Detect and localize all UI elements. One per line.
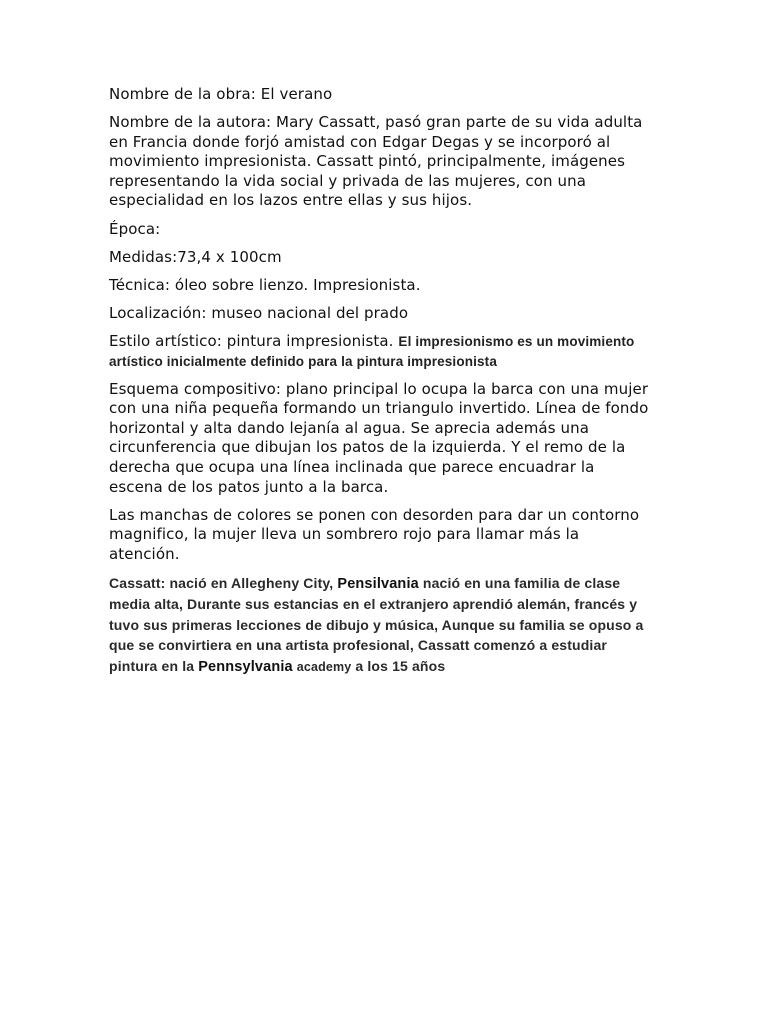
measurements-line: Medidas:73,4 x 100cm bbox=[109, 247, 282, 266]
bio-part-3: Pensilvania bbox=[337, 575, 419, 592]
bio-part-1: Cassatt: bbox=[109, 574, 170, 591]
bio-part-7: academy bbox=[296, 659, 352, 674]
document-body bbox=[109, 85, 649, 686]
cassatt-bio-paragraph bbox=[109, 573, 649, 678]
author-paragraph: Nombre de la autora: Mary Cassatt, pasó gran parte de su vida adulta en Francia donde forjó amistad con Edgar Degas y se incorporó al movimiento impresionista. Cassatt pintó, principalmente, imágenes representando la vida social y privada de las mujeres, con una especialidad en los lazos entre ellas y sus hijos. bbox=[109, 113, 643, 210]
bio-part-8: a los 15 años bbox=[351, 657, 446, 674]
style-paragraph bbox=[109, 332, 649, 371]
bio-part-5: Pennsylvania bbox=[198, 658, 293, 675]
bio-part-4: nació en una familia de clase media alta, Durante sus estancias en el extranjero aprendió alemán, francés y tuvo sus primeras lecciones de dibujo y música, Aunque su familia se opuso a que se convirtiera en una artista profesional, Cassatt comenzó a estudiar pintura en la bbox=[109, 574, 644, 674]
work-title-line: Nombre de la obra: El verano bbox=[109, 85, 333, 103]
technique-line: Técnica: óleo sobre lienzo. Impresionista. bbox=[109, 275, 421, 294]
composition-paragraph: Esquema compositivo: plano principal lo ocupa la barca con una mujer con una niña pequeña formando un triangulo invertido. Línea de fondo horizontal y alta dando lejanía al agua. Se aprecia además una circunferencia que dibujan los patos de la izquierda. Y el remo de la derecha que ocupa una línea inclinada que parece encuadrar la escena de los patos junto a la barca. bbox=[109, 379, 649, 496]
style-detail: El impresionismo es un movimiento artístico inicialmente definido para la pintura impresionista bbox=[109, 333, 635, 369]
style-label: Estilo artístico: pintura impresionista. bbox=[109, 331, 399, 350]
color-patches-paragraph: Las manchas de colores se ponen con desorden para dar un contorno magnifico, la mujer lleva un sombrero rojo para llamar más la atención. bbox=[109, 505, 640, 563]
location-line: Localización: museo nacional del prado bbox=[109, 303, 409, 322]
bio-part-2: nació en Allegheny City, bbox=[169, 574, 338, 591]
epoch-line: Época: bbox=[109, 219, 161, 238]
